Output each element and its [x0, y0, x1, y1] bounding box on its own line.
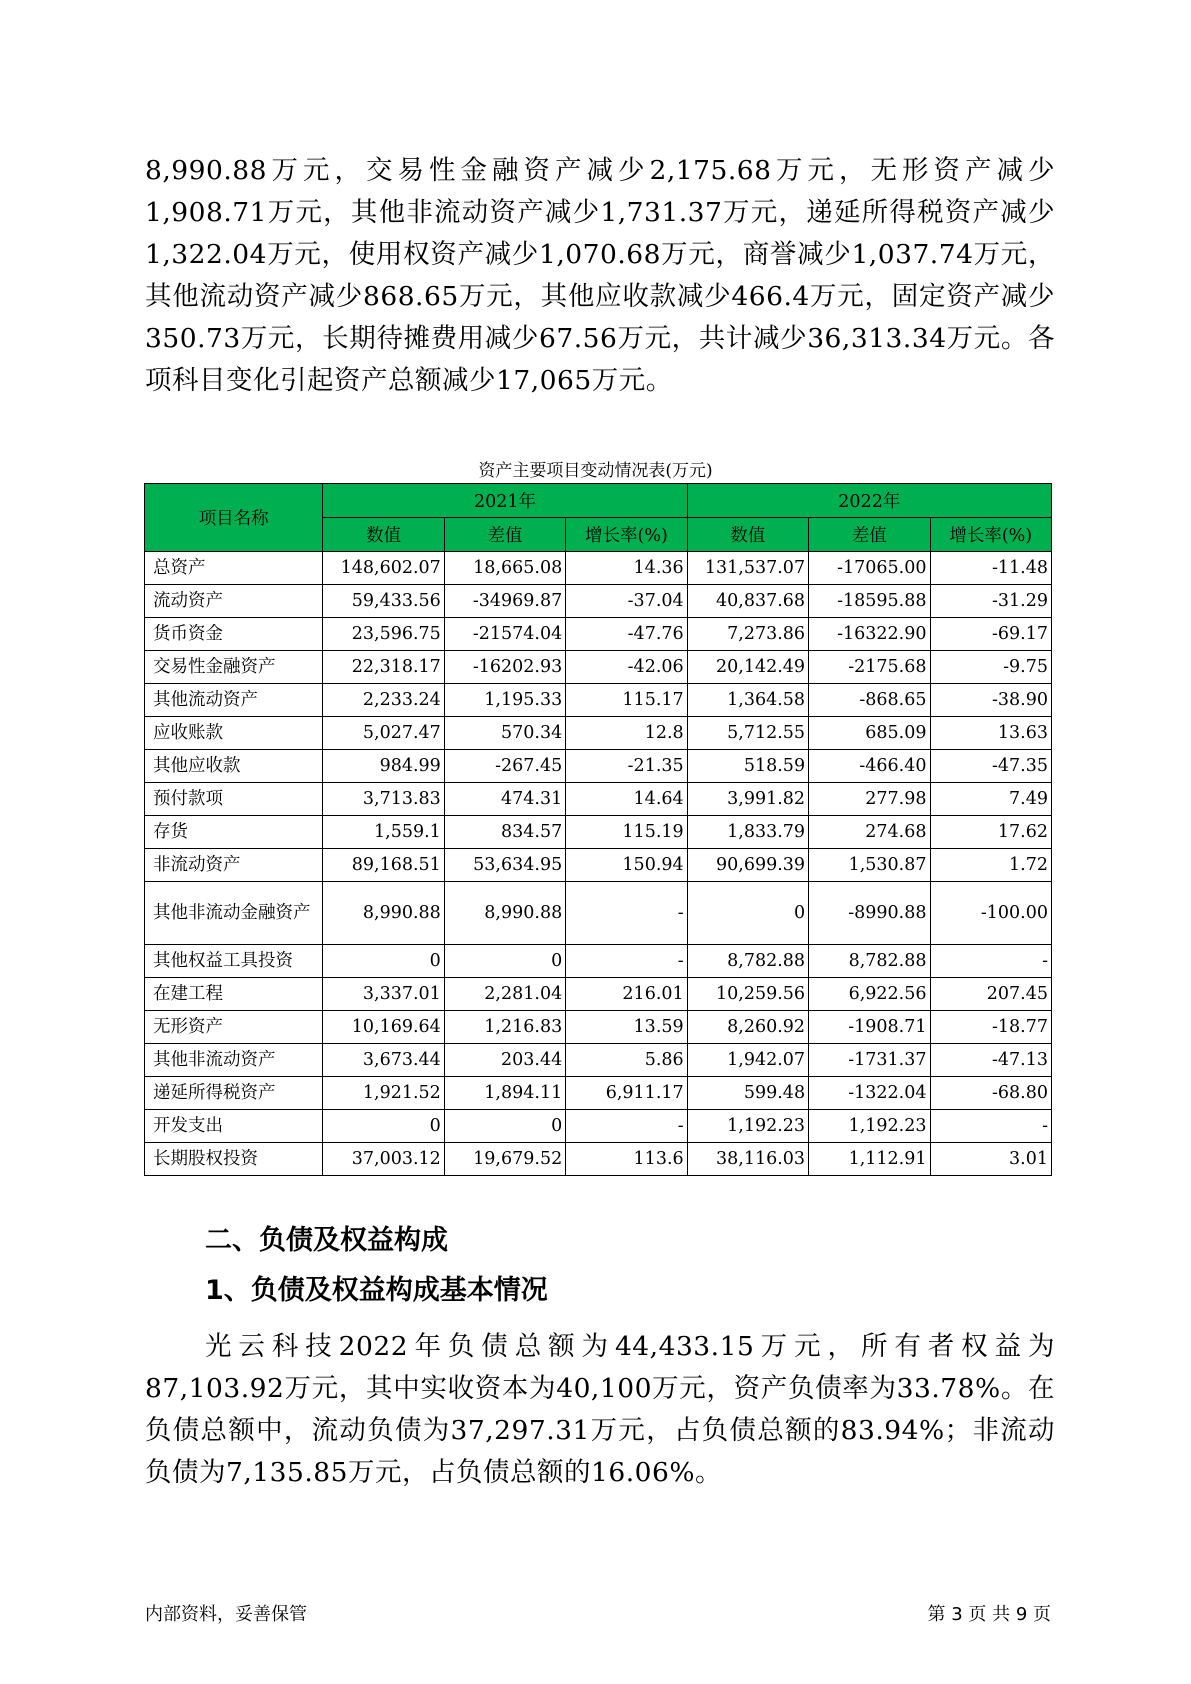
- table-cell: -38.90: [930, 684, 1052, 717]
- table-header-row-years: [145, 484, 1052, 518]
- table-cell: -47.76: [566, 618, 687, 651]
- table-cell: 38,116.03: [687, 1143, 808, 1176]
- table-cell: 203.44: [444, 1044, 565, 1077]
- table-cell: 131,537.07: [687, 552, 808, 585]
- table-cell: 2,233.24: [323, 684, 444, 717]
- table-row: [145, 717, 1052, 750]
- table-cell: 685.09: [809, 717, 930, 750]
- table-cell: 10,169.64: [323, 1011, 444, 1044]
- table-cell: -21.35: [566, 750, 687, 783]
- row-item-name: 其他权益工具投资: [145, 945, 323, 978]
- table-cell: 6,922.56: [809, 978, 930, 1011]
- table-cell: 53,634.95: [444, 849, 565, 882]
- row-item-name: 交易性金融资产: [145, 651, 323, 684]
- table-cell: -1908.71: [809, 1011, 930, 1044]
- table-cell: 1,530.87: [809, 849, 930, 882]
- table-cell: 22,318.17: [323, 651, 444, 684]
- table-cell: 13.63: [930, 717, 1052, 750]
- row-item-name: 总资产: [145, 552, 323, 585]
- table-row: [145, 618, 1052, 651]
- table-cell: -31.29: [930, 585, 1052, 618]
- table-cell: 8,782.88: [687, 945, 808, 978]
- table-cell: 3,713.83: [323, 783, 444, 816]
- table-cell: 8,782.88: [809, 945, 930, 978]
- row-item-name: 长期股权投资: [145, 1143, 323, 1176]
- table-cell: -47.35: [930, 750, 1052, 783]
- table-cell: 0: [687, 882, 808, 945]
- table-cell: 0: [323, 945, 444, 978]
- table-row: [145, 750, 1052, 783]
- table-cell: 1,192.23: [809, 1110, 930, 1143]
- table-cell: 1,195.33: [444, 684, 565, 717]
- table-row: [145, 552, 1052, 585]
- row-item-name: 无形资产: [145, 1011, 323, 1044]
- table-cell: 1,112.91: [809, 1143, 930, 1176]
- row-item-name: 非流动资产: [145, 849, 323, 882]
- table-cell: -: [930, 945, 1052, 978]
- table-cell: 599.48: [687, 1077, 808, 1110]
- table-row: [145, 945, 1052, 978]
- footer-confidential-note: 内部资料，妥善保管: [145, 1604, 307, 1625]
- table-cell: 3,673.44: [323, 1044, 444, 1077]
- table-cell: 12.8: [566, 717, 687, 750]
- header-growth-2021: 增长率(%): [566, 518, 687, 552]
- header-year-2021: 2021年: [323, 484, 687, 518]
- row-item-name: 其他非流动资产: [145, 1044, 323, 1077]
- table-cell: -21574.04: [444, 618, 565, 651]
- table-cell: -47.13: [930, 1044, 1052, 1077]
- table-cell: 148,602.07: [323, 552, 444, 585]
- table-cell: -2175.68: [809, 651, 930, 684]
- table-row: [145, 816, 1052, 849]
- table-row: [145, 1044, 1052, 1077]
- table-cell: 1,192.23: [687, 1110, 808, 1143]
- table-cell: 7,273.86: [687, 618, 808, 651]
- table-cell: -1322.04: [809, 1077, 930, 1110]
- row-item-name: 其他流动资产: [145, 684, 323, 717]
- header-value-2022: 数值: [687, 518, 808, 552]
- row-item-name: 其他应收款: [145, 750, 323, 783]
- table-cell: 3,337.01: [323, 978, 444, 1011]
- table-cell: -18.77: [930, 1011, 1052, 1044]
- table-cell: 3.01: [930, 1143, 1052, 1176]
- table-cell: 8,260.92: [687, 1011, 808, 1044]
- asset-change-table: [144, 483, 1052, 1176]
- table-row: [145, 1011, 1052, 1044]
- row-item-name: 货币资金: [145, 618, 323, 651]
- table-cell: 834.57: [444, 816, 565, 849]
- table-cell: 23,596.75: [323, 618, 444, 651]
- table-cell: -466.40: [809, 750, 930, 783]
- table-cell: 115.19: [566, 816, 687, 849]
- table-cell: 5,712.55: [687, 717, 808, 750]
- table-cell: 474.31: [444, 783, 565, 816]
- table-cell: 3,991.82: [687, 783, 808, 816]
- table-cell: 7.49: [930, 783, 1052, 816]
- table-cell: 0: [444, 945, 565, 978]
- section-heading: 二、负债及权益构成: [205, 1225, 448, 1256]
- table-cell: 8,990.88: [323, 882, 444, 945]
- table-body: [145, 552, 1052, 1176]
- table-cell: 113.6: [566, 1143, 687, 1176]
- header-diff-2021: 差值: [444, 518, 565, 552]
- table-cell: 984.99: [323, 750, 444, 783]
- table-cell: 90,699.39: [687, 849, 808, 882]
- intro-paragraph: 8,990.88万元，交易性金融资产减少2,175.68万元，无形资产减少1,908.71万元，其他非流动资产减少1,731.37万元，递延所得税资产减少1,322.04万元，使用权资产减少1,070.68万元，商誉减少1,037.74万元，其他流动资产减少868.65万元，其他应收款减少466.4万元，固定资产减少350.73万元，长期待摊费用减少67.56万元，共计减少36,313.34万元。各项科目变化引起资产总额减少17,065万元。: [145, 155, 1055, 396]
- table-row: [145, 651, 1052, 684]
- table-cell: 1.72: [930, 849, 1052, 882]
- table-cell: -: [930, 1110, 1052, 1143]
- table-cell: -11.48: [930, 552, 1052, 585]
- table-row: [145, 684, 1052, 717]
- table-cell: 115.17: [566, 684, 687, 717]
- table-cell: -267.45: [444, 750, 565, 783]
- table-cell: -42.06: [566, 651, 687, 684]
- row-item-name: 存货: [145, 816, 323, 849]
- table-cell: 207.45: [930, 978, 1052, 1011]
- table-cell: 14.36: [566, 552, 687, 585]
- table-cell: 1,921.52: [323, 1077, 444, 1110]
- table-cell: -68.80: [930, 1077, 1052, 1110]
- row-item-name: 应收账款: [145, 717, 323, 750]
- table-row: [145, 783, 1052, 816]
- table-row: [145, 1143, 1052, 1176]
- table-row: [145, 1077, 1052, 1110]
- table-cell: -9.75: [930, 651, 1052, 684]
- table-cell: -868.65: [809, 684, 930, 717]
- table-cell: -1731.37: [809, 1044, 930, 1077]
- table-cell: 570.34: [444, 717, 565, 750]
- table-cell: -69.17: [930, 618, 1052, 651]
- table-cell: 17.62: [930, 816, 1052, 849]
- table-cell: -34969.87: [444, 585, 565, 618]
- row-item-name: 在建工程: [145, 978, 323, 1011]
- table-cell: 6,911.17: [566, 1077, 687, 1110]
- table-cell: -16322.90: [809, 618, 930, 651]
- table-cell: 5,027.47: [323, 717, 444, 750]
- table-cell: 19,679.52: [444, 1143, 565, 1176]
- header-diff-2022: 差值: [809, 518, 930, 552]
- table-cell: 1,833.79: [687, 816, 808, 849]
- table-cell: 18,665.08: [444, 552, 565, 585]
- sub-heading: 1、负债及权益构成基本情况: [205, 1275, 548, 1306]
- table-row: [145, 1110, 1052, 1143]
- table-cell: 216.01: [566, 978, 687, 1011]
- row-item-name: 流动资产: [145, 585, 323, 618]
- table-cell: 0: [323, 1110, 444, 1143]
- table-cell: 40,837.68: [687, 585, 808, 618]
- table-cell: 518.59: [687, 750, 808, 783]
- footer-page-number: 第 3 页 共 9 页: [927, 1604, 1051, 1625]
- row-item-name: 开发支出: [145, 1110, 323, 1143]
- header-value-2021: 数值: [323, 518, 444, 552]
- table-cell: 1,364.58: [687, 684, 808, 717]
- table-cell: 10,259.56: [687, 978, 808, 1011]
- table-row: [145, 849, 1052, 882]
- table-cell: -17065.00: [809, 552, 930, 585]
- table-cell: 14.64: [566, 783, 687, 816]
- table-row: [145, 882, 1052, 945]
- table-cell: -: [566, 1110, 687, 1143]
- table-cell: -37.04: [566, 585, 687, 618]
- table-cell: 2,281.04: [444, 978, 565, 1011]
- table-cell: -: [566, 882, 687, 945]
- table-cell: 5.86: [566, 1044, 687, 1077]
- table-cell: 1,559.1: [323, 816, 444, 849]
- header-growth-2022: 增长率(%): [930, 518, 1052, 552]
- table-cell: 277.98: [809, 783, 930, 816]
- row-item-name: 预付款项: [145, 783, 323, 816]
- header-item-name: 项目名称: [145, 484, 323, 552]
- table-cell: 1,894.11: [444, 1077, 565, 1110]
- table-cell: 1,216.83: [444, 1011, 565, 1044]
- header-year-2022: 2022年: [687, 484, 1051, 518]
- row-item-name: 其他非流动金融资产: [145, 882, 323, 945]
- table-cell: -18595.88: [809, 585, 930, 618]
- table-cell: 1,942.07: [687, 1044, 808, 1077]
- table-cell: 37,003.12: [323, 1143, 444, 1176]
- table-cell: 8,990.88: [444, 882, 565, 945]
- table-cell: 20,142.49: [687, 651, 808, 684]
- table-cell: 59,433.56: [323, 585, 444, 618]
- table-cell: -100.00: [930, 882, 1052, 945]
- table-cell: 13.59: [566, 1011, 687, 1044]
- table-cell: 0: [444, 1110, 565, 1143]
- table-caption: 资产主要项目变动情况表(万元): [478, 461, 713, 481]
- table-cell: 150.94: [566, 849, 687, 882]
- table-cell: -: [566, 945, 687, 978]
- table-cell: -16202.93: [444, 651, 565, 684]
- table-row: [145, 585, 1052, 618]
- table-row: [145, 978, 1052, 1011]
- table-cell: 274.68: [809, 816, 930, 849]
- row-item-name: 递延所得税资产: [145, 1077, 323, 1110]
- liability-paragraph: 光云科技2022年负债总额为44,433.15万元，所有者权益为87,103.92万元，其中实收资本为40,100万元，资产负债率为33.78%。在负债总额中，流动负债为37,297.31万元，占负债总额的83.94%；非流动负债为7,135.85万元，占负债总额的16.06%。: [145, 1331, 1055, 1488]
- table-cell: -8990.88: [809, 882, 930, 945]
- table-cell: 89,168.51: [323, 849, 444, 882]
